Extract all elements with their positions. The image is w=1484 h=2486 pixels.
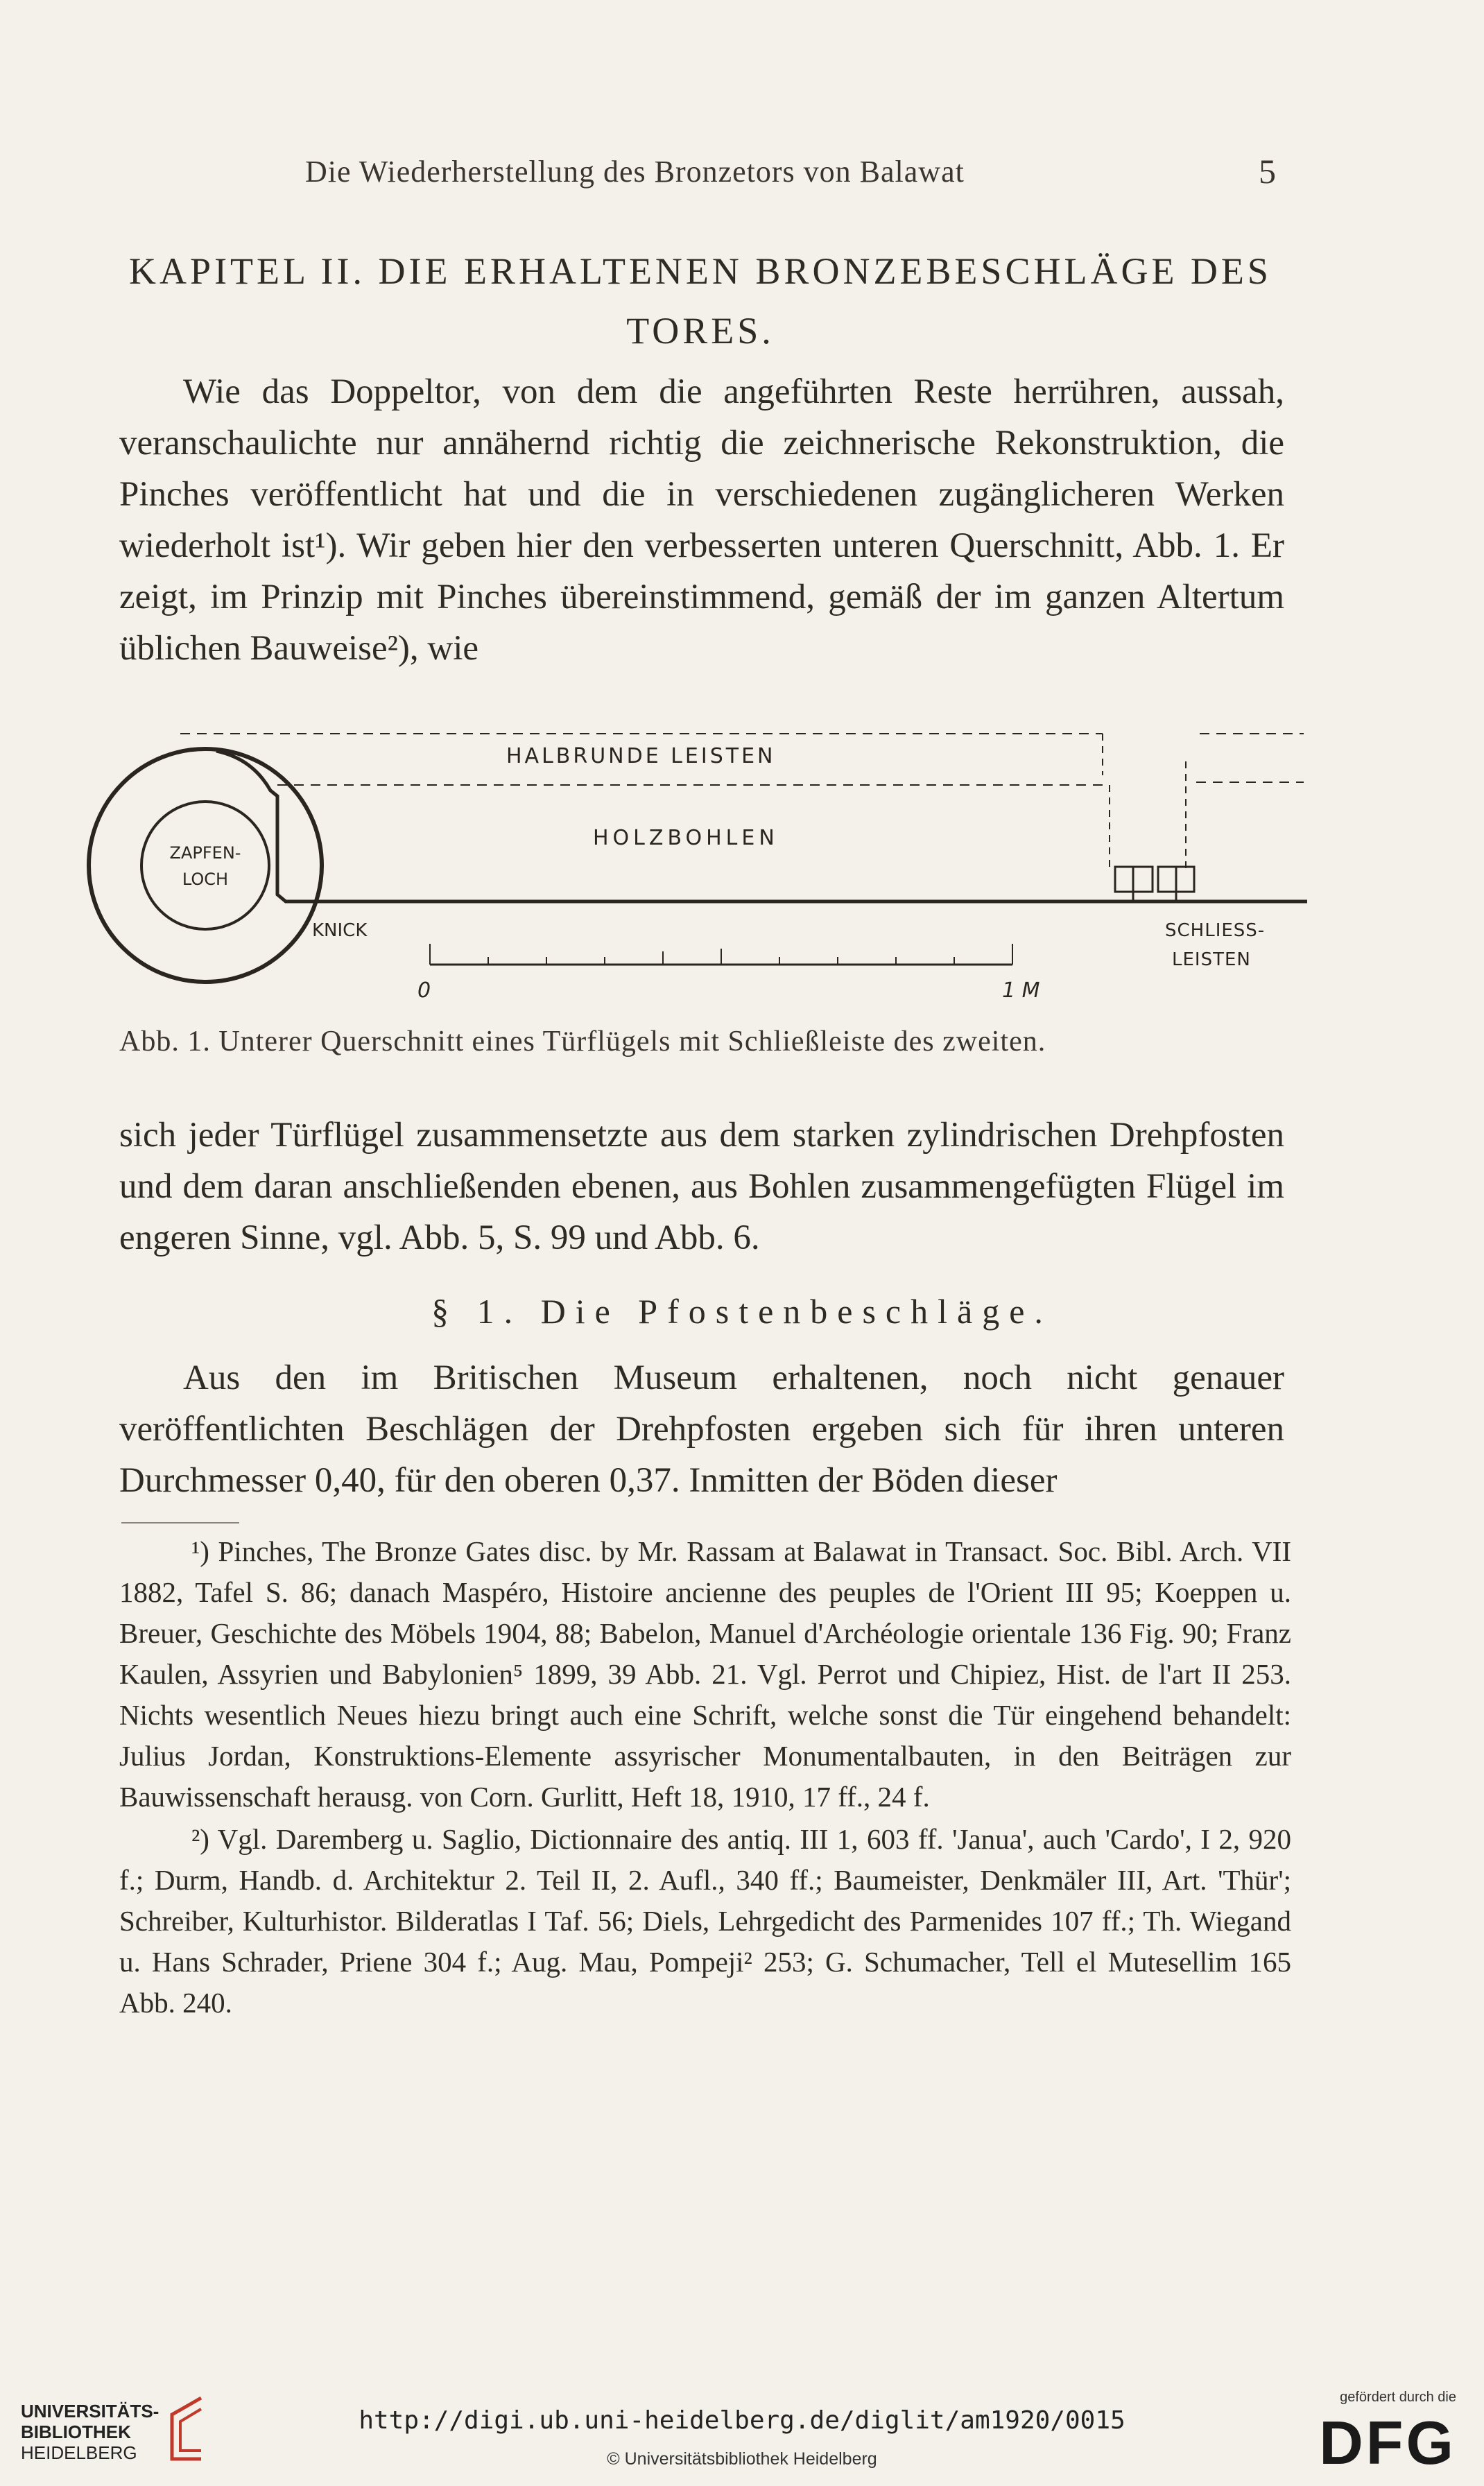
footnote-1: ¹) Pinches, The Bronze Gates disc. by Mr. Rassam at Balawat in Transact. Soc. Bibl. Arch. VII 1882, Tafel S. 86; danach Maspéro, Histoire ancienne des peuples de l'Orient III 95; Koeppen u. Breuer, Geschichte des Möbels 1904, 88; Babelon, Manuel d'Archéologie orientale 136 Fig. 90; Franz Kaulen, Assyrien und Babylonien⁵ 1899, 39 Abb. 21. Vgl. Perrot und Chipiez, Hist. de l'art II 253. Nichts wesentlich Neues hiezu bringt auch eine Schrift, welche sonst die Tür eingehend behandelt: Julius Jordan, Konstruktions-Elemente assyrischer Monumentalbauten, in den Beiträgen zur Bauwissenschaft herausg. von Corn. Gurlitt, Heft 18, 1910, 17 ff., 24 f. [119, 1535, 1291, 1813]
digitization-footer [0, 2372, 1484, 2486]
paragraph-2: sich jeder Türflügel zusammensetzte aus dem starken zylindrischen Drehpfosten und dem daran anschließenden ebenen, aus Bohlen zusammengefügten Flügel im engeren Sinne, vgl. Abb. 5, S. 99 und Abb. 6. [119, 1116, 1284, 1257]
copyright-notice: © Universitätsbibliothek Heidelberg [607, 2449, 877, 2469]
source-url-link[interactable]: http://digi.ub.uni-heidelberg.de/diglit/am1920/0015 [359, 2406, 1125, 2435]
label-half-round-strips: HALBRUNDE LEISTEN [506, 744, 776, 768]
door-cross-section-figure [76, 713, 1311, 1032]
scale-end-label: 1 M [1002, 978, 1040, 1003]
paragraph-3: Aus den im Britischen Museum erhaltenen, noch nicht genauer veröffentlichten Beschlägen der Drehpfosten ergeben sich für ihren unteren Durchmesser 0,40, für den oberen 0,37. Inmitten der Böden dieser [119, 1358, 1284, 1500]
section-heading: § 1. Die Pfostenbeschläge. [431, 1292, 1053, 1331]
funding-note: gefördert durch die [1340, 2390, 1456, 2405]
label-pivot-hole-2: LOCH [182, 870, 229, 889]
label-pivot-hole-1: ZAPFEN- [169, 843, 241, 863]
footnote-2: ²) Vgl. Daremberg u. Saglio, Dictionnaire des antiq. III 1, 603 ff. 'Janua', auch 'Cardo', I 2, 920 f.; Durm, Handb. d. Architektur 2. Teil II, 2. Aufl., 340 ff.; Baumeister, Denkmäler III, Art. 'Thür'; Schreiber, Kulturhistor. Bilderatlas I Taf. 56; Diels, Lehrgedicht des Parmenides 107 ff.; Th. Wiegand u. Hans Schrader, Priene 304 f.; Aug. Mau, Pompeji² 253; G. Schumacher, Tell el Mutesellim 165 Abb. 240. [119, 1823, 1291, 2019]
footnotes [119, 1531, 1291, 2025]
scale-ticks [430, 944, 1012, 965]
chapter-title-line-2: TORES. [626, 310, 775, 352]
label-knick: KNICK [312, 920, 368, 941]
closing-strips [1115, 867, 1194, 892]
scale-start-label: 0 [417, 978, 431, 1003]
label-wooden-planks: HOLZBOHLEN [593, 826, 779, 850]
chapter-title [118, 241, 1283, 361]
pivot-hole-circle [141, 802, 269, 929]
page-number: 5 [1259, 152, 1276, 191]
paragraph-intro [119, 366, 1284, 674]
label-closing-strips-1: SCHLIESS- [1165, 920, 1266, 941]
library-name-line-3: HEIDELBERG [21, 2442, 137, 2463]
paragraph-1: Wie das Doppeltor, von dem die angeführten Reste herrühren, aussah, veranschaulichte nur annähernd richtig die zeichnerische Rekonstruktion, die Pinches veröffentlicht hat und die in verschiedenen zugänglicheren Werken wiederholt ist¹). Wir geben hier den verbesserten unteren Querschnitt, Abb. 1. Er zeigt, im Prinzip mit Pinches übereinstimmend, gemäß der im ganzen Altertum üblichen Bauweise²), wie [119, 372, 1284, 668]
figure-caption: Abb. 1. Unterer Querschnitt eines Türflügels mit Schließleiste des zweiten. [119, 1026, 1046, 1058]
paragraph-continuation [119, 1110, 1284, 1263]
dfg-logo: DFG [1319, 2408, 1456, 2477]
chapter-title-line-1: KAPITEL II. DIE ERHALTENEN BRONZEBESCHLÄGE DES [129, 250, 1272, 292]
running-head: Die Wiederherstellung des Bronzetors von Balawat [305, 155, 965, 189]
label-closing-strips-2: LEISTEN [1172, 949, 1251, 970]
library-name-line-2: BIBLIOTHEK [21, 2422, 131, 2442]
footnote-divider [121, 1522, 239, 1523]
library-name-line-1: UNIVERSITÄTS- [21, 2401, 159, 2422]
paragraph-section [119, 1352, 1284, 1506]
door-post-outer-circle [89, 749, 322, 982]
